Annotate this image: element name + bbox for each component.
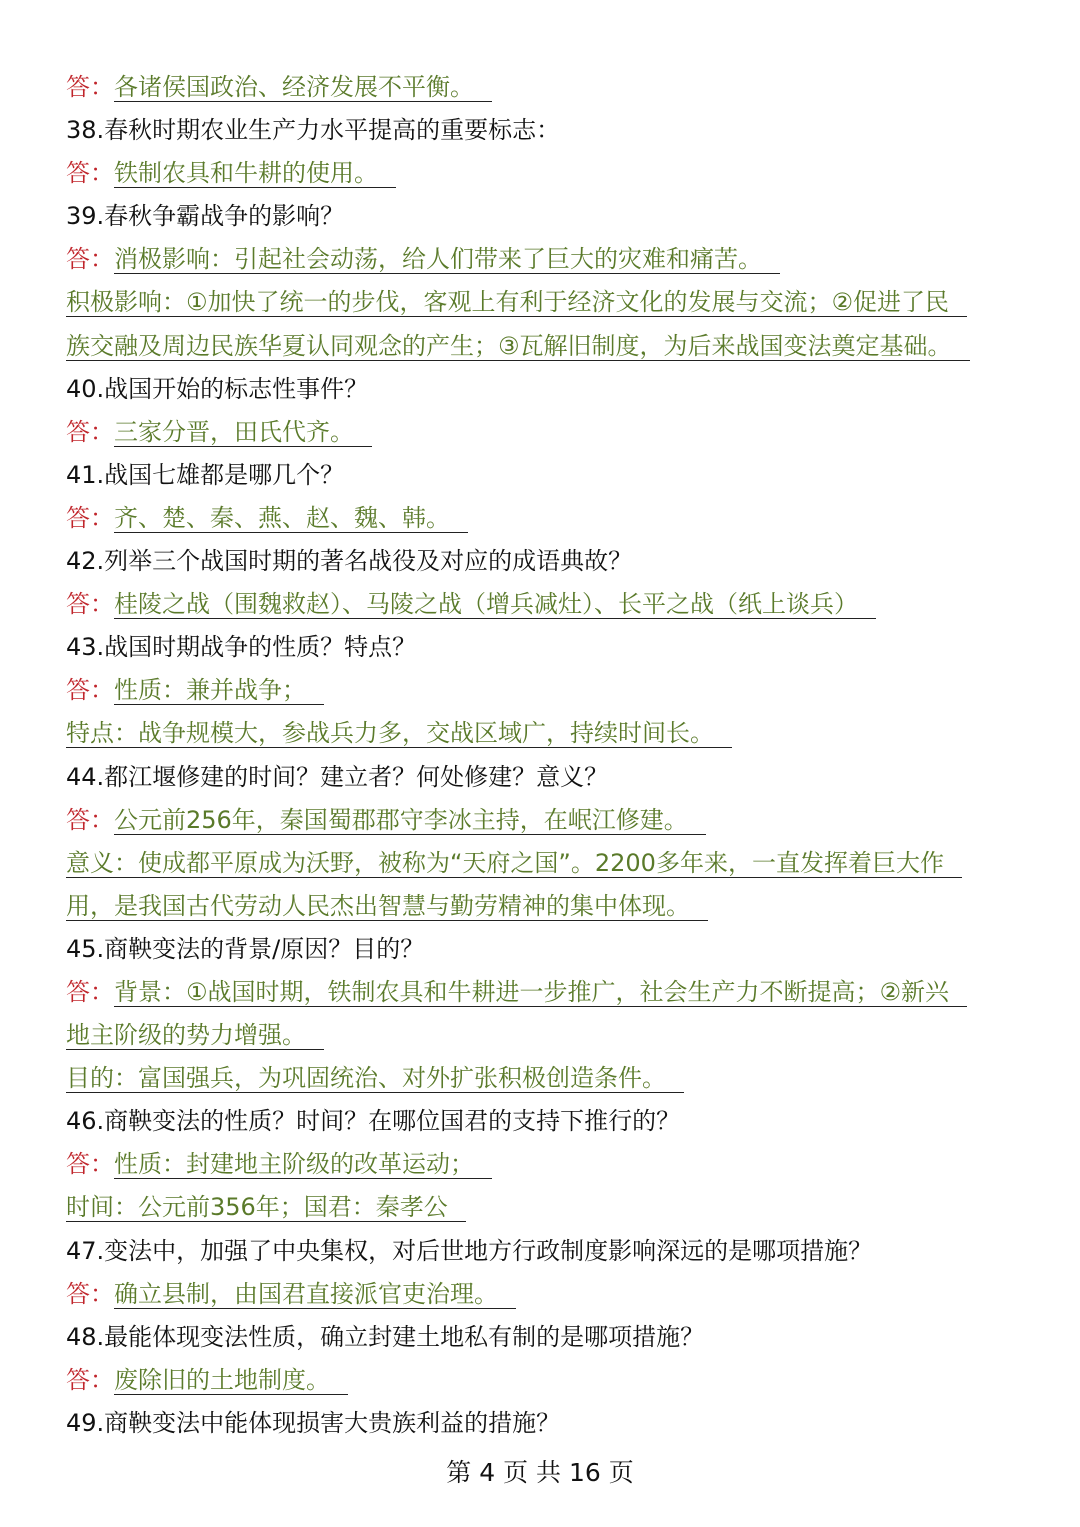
question-text: 42.列举三个战国时期的著名战役及对应的成语典故？ [66, 547, 633, 576]
answer-continuation-line [66, 281, 1026, 324]
answer-text: 消极影响：引起社会动荡，给人们带来了巨大的灾难和痛苦。 [114, 245, 780, 274]
answer-text: 废除旧的土地制度。 [114, 1366, 348, 1395]
answer-label: 答： [66, 805, 114, 834]
question-text: 45.商鞅变法的背景/原因？目的？ [66, 934, 425, 963]
answer-continuation-line [66, 1057, 1026, 1100]
answer-text: 确立县制，由国君直接派官吏治理。 [114, 1280, 516, 1309]
answer-line [66, 799, 1026, 842]
question-text: 43.战国时期战争的性质？特点？ [66, 633, 417, 662]
question-text: 44.都江堰修建的时间？建立者？何处修建？意义？ [66, 762, 609, 791]
answer-label: 答： [66, 245, 114, 274]
answer-line [66, 152, 1026, 195]
question-text: 48.最能体现变法性质，确立封建土地私有制的是哪项措施？ [66, 1322, 705, 1351]
answer-text: 性质：兼并战争； [114, 676, 324, 705]
answer-continuation-line [66, 325, 1026, 368]
question-text: 38.春秋时期农业生产力水平提高的重要标志： [66, 116, 561, 145]
answer-label: 答： [66, 417, 114, 446]
question-line [66, 368, 1026, 411]
question-line [66, 626, 1026, 669]
answer-text: 性质：封建地主阶级的改革运动； [114, 1150, 492, 1179]
answer-line [66, 66, 1026, 109]
answer-line [66, 971, 1026, 1014]
answer-text: 积极影响：①加快了统一的步伐，客观上有利于经济文化的发展与交流；②促进了民 [66, 288, 967, 317]
qa-list [66, 66, 1026, 1445]
question-line [66, 540, 1026, 583]
question-text: 46.商鞅变法的性质？时间？在哪位国君的支持下推行的？ [66, 1107, 681, 1136]
answer-continuation-line [66, 842, 1026, 885]
question-line [66, 928, 1026, 971]
question-line [66, 195, 1026, 238]
answer-text: 三家分晋，田氏代齐。 [114, 418, 372, 447]
question-line [66, 1100, 1026, 1143]
answer-continuation-line [66, 1014, 1026, 1057]
answer-label: 答： [66, 73, 114, 101]
answer-continuation-line [66, 712, 1026, 755]
answer-text: 特点：战争规模大，参战兵力多，交战区域广，持续时间长。 [66, 719, 732, 748]
question-line [66, 1316, 1026, 1359]
answer-label: 答： [66, 590, 114, 619]
question-line [66, 109, 1026, 152]
answer-text: 目的：富国强兵，为巩固统治、对外扩张积极创造条件。 [66, 1064, 684, 1093]
answer-line [66, 497, 1026, 540]
question-line [66, 756, 1026, 799]
answer-continuation-line [66, 1186, 1026, 1229]
question-line [66, 454, 1026, 497]
answer-text: 齐、楚、秦、燕、赵、魏、韩。 [114, 504, 468, 533]
answer-text: 公元前256年，秦国蜀郡郡守李冰主持，在岷江修建。 [114, 806, 706, 835]
answer-line [66, 238, 1026, 281]
answer-label: 答： [66, 676, 114, 705]
answer-line [66, 411, 1026, 454]
answer-text: 时间：公元前356年；国君：秦孝公 [66, 1193, 466, 1222]
answer-text: 桂陵之战（围魏救赵）、马陵之战（增兵减灶）、长平之战（纸上谈兵） [114, 590, 876, 619]
answer-label: 答： [66, 159, 114, 188]
answer-text: 意义：使成都平原成为沃野，被称为“天府之国”。2200多年来，一直发挥着巨大作 [66, 849, 962, 878]
answer-line [66, 1143, 1026, 1186]
answer-text: 各诸侯国政治、经济发展不平衡。 [114, 73, 492, 102]
question-text: 49.商鞅变法中能体现损害大贵族利益的措施？ [66, 1408, 561, 1437]
answer-text: 族交融及周边民族华夏认同观念的产生；③瓦解旧制度，为后来战国变法奠定基础。 [66, 332, 970, 361]
answer-text: 铁制农具和牛耕的使用。 [114, 159, 396, 188]
question-line [66, 1402, 1026, 1445]
question-text: 41.战国七雄都是哪几个？ [66, 460, 345, 489]
question-line [66, 1230, 1026, 1273]
question-text: 39.春秋争霸战争的影响？ [66, 202, 345, 231]
answer-text: 地主阶级的势力增强。 [66, 1021, 324, 1050]
answer-text: 背景：①战国时期，铁制农具和牛耕进一步推广，社会生产力不断提高；②新兴 [114, 978, 967, 1007]
question-text: 40.战国开始的标志性事件？ [66, 374, 369, 403]
answer-label: 答： [66, 977, 114, 1006]
answer-continuation-line [66, 885, 1026, 928]
answer-label: 答： [66, 1150, 114, 1179]
answer-label: 答： [66, 1365, 114, 1394]
question-text: 47.变法中，加强了中央集权，对后世地方行政制度影响深远的是哪项措施？ [66, 1236, 873, 1265]
answer-line [66, 583, 1026, 626]
answer-label: 答： [66, 503, 114, 532]
answer-line [66, 1273, 1026, 1316]
answer-label: 答： [66, 1279, 114, 1308]
page-footer: 第 4 页 共 16 页 [446, 1458, 634, 1487]
answer-line [66, 669, 1026, 712]
answer-line [66, 1359, 1026, 1402]
answer-text: 用，是我国古代劳动人民杰出智慧与勤劳精神的集中体现。 [66, 892, 708, 921]
